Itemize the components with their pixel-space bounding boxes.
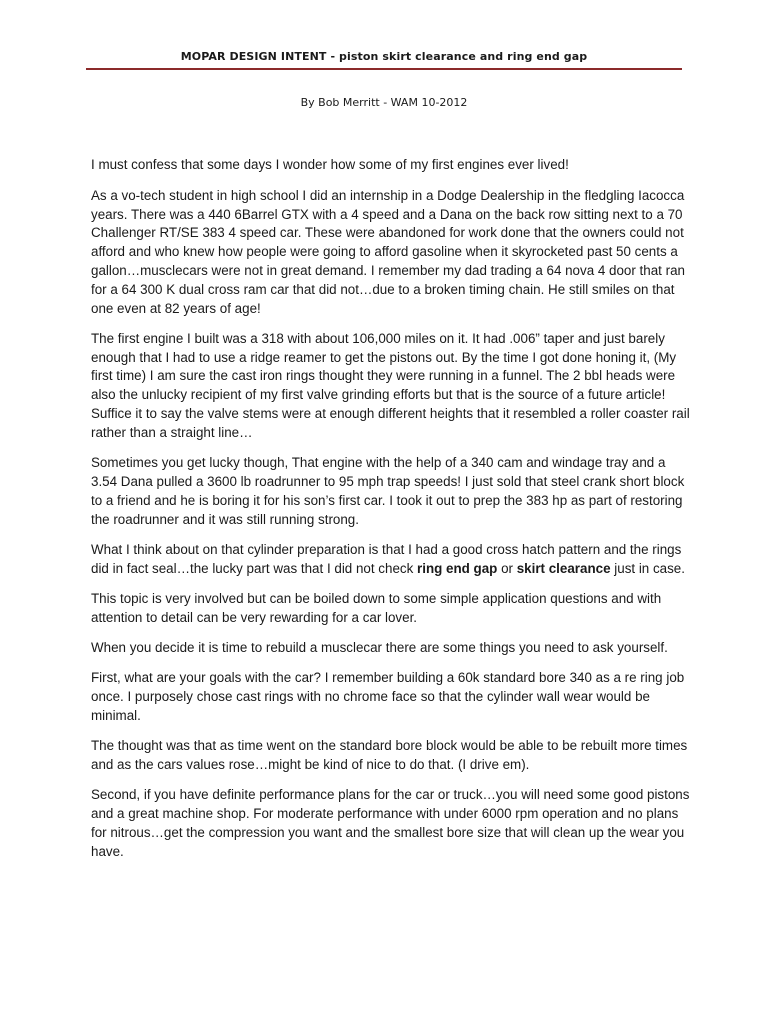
skirt-clearance-bold: skirt clearance [516,560,611,576]
paragraph-9: The thought was that as time went on the standard bore block would be able to be rebuilt more times and as the cars values rose…might be kind of nice to do that. (I drive em). [91,738,688,773]
paragraph-5-start: What I think about on that cylinder preparation is that I had a good cross hatch pattern and the rings did in fact seal…the lucky part was that I did not check [91,541,682,576]
document-title: MOPAR DESIGN INTENT - piston skirt clearance and ring end gap [180,50,588,63]
ring-end-gap-bold: ring end gap [417,560,498,576]
paragraph-5-mid: or [497,560,517,576]
paragraph-5-end: just in case. [610,560,685,576]
article-body [91,156,691,873]
paragraph-7: When you decide it is time to rebuild a musclecar there are some things you need to ask yourself. [91,640,668,656]
author-byline: By Bob Merritt - WAM 10-2012 [300,96,468,109]
paragraph-8: First, what are your goals with the car? I remember building a 60k standard bore 340 as a re ring job once. I purposely chose cast rings with no chrome face so that the cylinder wall wear would be minimal. [91,670,685,723]
paragraph-5 [91,541,691,579]
paragraph-10: Second, if you have definite performance plans for the car or truck…you will need some good pistons and a great machine shop. For moderate performance with under 6000 rpm operation and no plans for nitrous…get the compression you want and the smallest bore size that will clean up the wear you have. [91,787,690,859]
paragraph-6: This topic is very involved but can be boiled down to some simple application questions and with attention to detail can be very rewarding for a car lover. [91,590,662,625]
paragraph-1: I must confess that some days I wonder how some of my first engines ever lived! [91,157,569,172]
paragraph-3: The first engine I built was a 318 with about 106,000 miles on it. It had .006” taper and just barely enough that I had to use a ridge reamer to get the pistons out. By the time I got done honing it, (My first time) I am sure the cast iron rings thought they were running in a funnel. The 2 bbl heads were also the unlucky recipient of my first valve grinding efforts but that is the source of a future article! Suffice it to say the valve stems were at enough different heights that it resembled a roller coaster rail rather than a straight line… [91,330,690,440]
paragraph-4: Sometimes you get lucky though, That engine with the help of a 340 cam and windage tray and a 3.54 Dana pulled a 3600 lb roadrunner to 95 mph trap speeds! I just sold that steel crank short block to a friend and he is boring it for his son’s first car. I took it out to prep the 383 hp as part of restoring the roadrunner and it was still running strong. [91,455,685,527]
header-divider [86,68,682,70]
paragraph-2: As a vo-tech student in high school I did an internship in a Dodge Dealership in the fledgling Iacocca years. There was a 440 6Barrel GTX with a 4 speed and a Dana on the back row sitting next to a 70 Challenger RT/SE 383 4 speed car. These were abandoned for work done that the owners could not afford and who knew how people were going to afford gasoline when it skyrocketed past 50 cents a gallon…musclecars were not in great demand. I remember my dad trading a 64 nova 4 door that ran for a 64 300 K dual cross ram car that did not…due to a broken timing chain. He still smiles on that one even at 82 years of age! [91,187,685,316]
